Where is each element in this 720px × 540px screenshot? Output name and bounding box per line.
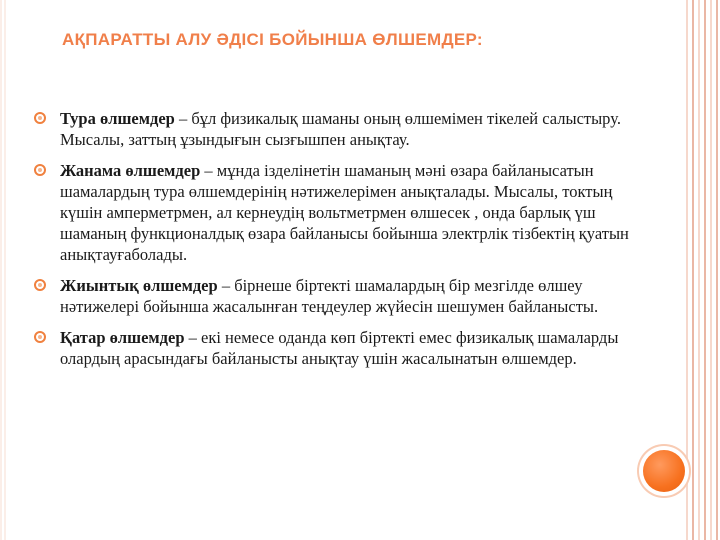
ring-bullet-icon bbox=[34, 331, 46, 343]
ring-bullet-icon bbox=[34, 279, 46, 291]
bullet-list bbox=[32, 108, 632, 379]
list-item bbox=[32, 327, 632, 369]
item-text: – мұнда ізделінетін шаманың мәні өзара байланысатын шамалардың тура өлшемдерінің нәтижелерімен анықталады. Мысалы, токтың күшін амперметрмен, ал кернеудің вольтметрмен өлшесек , онда барлық үш шаманың функционалдық өзара байланысы бойынша электрлік тізбектің қуатын анықтауғаболады. bbox=[60, 161, 629, 264]
item-term: Қатар өлшемдер bbox=[60, 328, 185, 347]
slide-title: АҚПАРАТТЫ АЛУ ӘДІСІ БОЙЫНША ӨЛШЕМДЕР: bbox=[62, 30, 483, 49]
item-term: Жанама өлшемдер bbox=[60, 161, 201, 180]
item-text: – екі немесе оданда көп біртекті емес физикалық шамаларды олардың арасындағы байланысты анықтау үшін жасалынатын өлшемдер. bbox=[60, 328, 619, 368]
item-text: – бірнеше біртекті шамалардың бір мезгілде өлшеу нәтижелері бойынша жасалынған теңдеулер жүйесін шешумен байланысты. bbox=[60, 276, 599, 316]
ring-bullet-icon bbox=[34, 112, 46, 124]
item-term: Тура өлшемдер bbox=[60, 109, 175, 128]
left-stripe-decoration bbox=[0, 0, 8, 540]
list-item bbox=[32, 160, 632, 265]
list-item bbox=[32, 108, 632, 150]
item-term: Жиынтық өлшемдер bbox=[60, 276, 218, 295]
item-text: – бұл физикалық шаманы оның өлшемімен тікелей салыстыру. Мысалы, заттың ұзындығын сызғышпен анықтау. bbox=[60, 109, 621, 149]
list-item bbox=[32, 275, 632, 317]
orange-circle-icon bbox=[643, 450, 685, 492]
right-stripe-decoration bbox=[686, 0, 720, 540]
ring-bullet-icon bbox=[34, 164, 46, 176]
